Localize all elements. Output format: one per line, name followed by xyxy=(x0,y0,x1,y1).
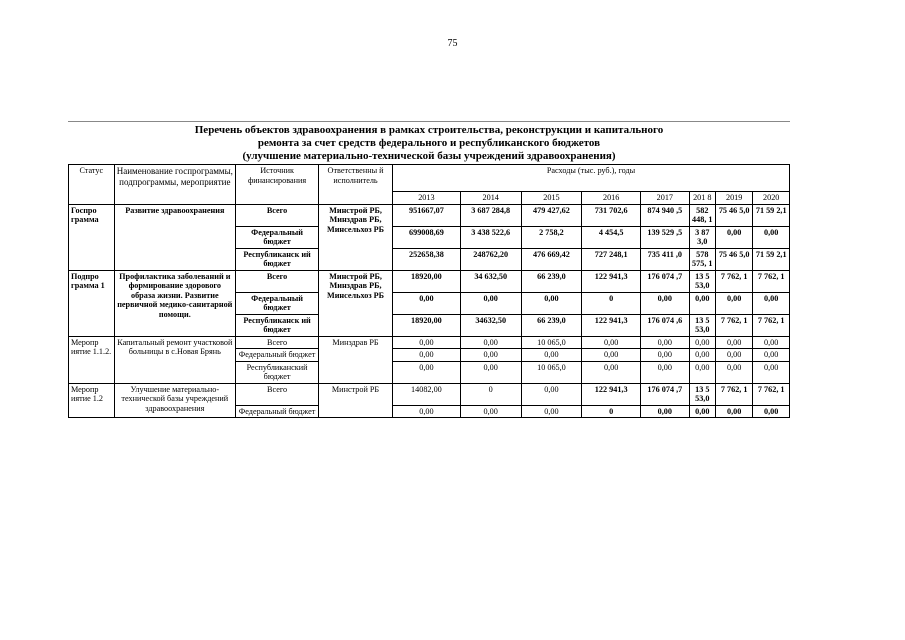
value-cell: 7 762, 1 xyxy=(753,270,790,292)
value-cell: 34 632,50 xyxy=(460,270,521,292)
title-line-1: Перечень объектов здравоохранения в рамках строительства, реконструкции и капитального xyxy=(194,124,664,136)
value-cell: 0 xyxy=(460,383,521,405)
header-status: Статус xyxy=(69,165,115,205)
value-cell: 75 46 5,0 xyxy=(715,204,752,226)
value-cell: 122 941,3 xyxy=(582,383,641,405)
header-responsible: Ответственны й исполнитель xyxy=(319,165,393,205)
value-cell: 0,00 xyxy=(392,349,460,362)
value-cell: 0,00 xyxy=(392,361,460,383)
value-cell: 951667,07 xyxy=(392,204,460,226)
funding-source-cell: Всего xyxy=(236,383,319,405)
value-cell: 0,00 xyxy=(753,292,790,314)
value-cell: 4 454,5 xyxy=(582,226,641,248)
value-cell: 0,00 xyxy=(715,361,752,383)
value-cell: 139 529 ,5 xyxy=(641,226,690,248)
document-title xyxy=(68,124,790,163)
value-cell: 3 87 3,0 xyxy=(689,226,715,248)
value-cell: 13 5 53,0 xyxy=(689,383,715,405)
value-cell: 0,00 xyxy=(715,336,752,349)
funding-source-cell: Всего xyxy=(236,270,319,292)
value-cell: 0,00 xyxy=(753,226,790,248)
value-cell: 0,00 xyxy=(392,292,460,314)
value-cell: 71 59 2,1 xyxy=(753,204,790,226)
header-name: Наименование госпрограммы, подпрограммы, мероприятие xyxy=(114,165,236,205)
year-2013: 2013 xyxy=(392,192,460,205)
value-cell: 3 438 522,6 xyxy=(460,226,521,248)
year-2019: 2019 xyxy=(715,192,752,205)
value-cell: 0,00 xyxy=(715,349,752,362)
table-row xyxy=(69,383,790,405)
year-2017: 2017 xyxy=(641,192,690,205)
value-cell: 0,00 xyxy=(689,349,715,362)
table-row xyxy=(69,270,790,292)
funding-source-cell: Всего xyxy=(236,336,319,349)
value-cell: 0,00 xyxy=(715,405,752,418)
year-2020: 2020 xyxy=(753,192,790,205)
value-cell: 699008,69 xyxy=(392,226,460,248)
value-cell: 71 59 2,1 xyxy=(753,248,790,270)
responsible-cell: Минстрой РБ, Минздрав РБ, Минсельхоз РБ xyxy=(319,204,393,270)
header-expenses: Расходы (тыс. руб.), годы xyxy=(392,165,789,192)
value-cell: 75 46 5,0 xyxy=(715,248,752,270)
value-cell: 176 074 ,7 xyxy=(641,270,690,292)
status-cell: Меропр иятие 1.1.2. xyxy=(69,336,115,383)
value-cell: 0,00 xyxy=(460,405,521,418)
program-name-cell: Капитальный ремонт участковой больницы в с.Новая Брянь xyxy=(114,336,236,383)
funding-source-cell: Всего xyxy=(236,204,319,226)
table-row xyxy=(69,204,790,226)
program-name-cell: Улучшение материально-технической базы учреждений здравоохранения xyxy=(114,383,236,418)
table-body xyxy=(69,204,790,418)
value-cell: 735 411 ,0 xyxy=(641,248,690,270)
value-cell: 0,00 xyxy=(689,405,715,418)
value-cell: 0,00 xyxy=(392,405,460,418)
value-cell: 0,00 xyxy=(641,349,690,362)
year-2015: 2015 xyxy=(521,192,582,205)
value-cell: 7 762, 1 xyxy=(715,270,752,292)
value-cell: 0,00 xyxy=(689,361,715,383)
value-cell: 7 762, 1 xyxy=(753,314,790,336)
expenses-table xyxy=(68,164,790,418)
value-cell: 13 5 53,0 xyxy=(689,270,715,292)
value-cell: 0,00 xyxy=(641,361,690,383)
funding-source-cell: Федеральный бюджет xyxy=(236,405,319,418)
funding-source-cell: Федеральный бюджет xyxy=(236,226,319,248)
value-cell: 252658,38 xyxy=(392,248,460,270)
value-cell: 34632,50 xyxy=(460,314,521,336)
value-cell: 0,00 xyxy=(641,336,690,349)
value-cell: 727 248,1 xyxy=(582,248,641,270)
value-cell: 18920,00 xyxy=(392,314,460,336)
value-cell: 10 065,0 xyxy=(521,361,582,383)
funding-source-cell: Федеральный бюджет xyxy=(236,292,319,314)
responsible-cell: Минстрой РБ xyxy=(319,383,393,418)
value-cell: 0,00 xyxy=(392,336,460,349)
value-cell: 578 575, 1 xyxy=(689,248,715,270)
responsible-cell: Минстрой РБ, Минздрав РБ, Минсельхоз РБ xyxy=(319,270,393,336)
value-cell: 479 427,62 xyxy=(521,204,582,226)
title-line-2: ремонта за счет средств федерального и республиканского бюджетов xyxy=(257,137,601,149)
top-rule xyxy=(68,121,790,122)
value-cell: 0,00 xyxy=(460,361,521,383)
value-cell: 7 762, 1 xyxy=(715,314,752,336)
funding-source-cell: Республиканский бюджет xyxy=(236,361,319,383)
status-cell: Госпро грамма xyxy=(69,204,115,270)
value-cell: 0,00 xyxy=(689,336,715,349)
value-cell: 0,00 xyxy=(641,292,690,314)
value-cell: 7 762, 1 xyxy=(753,383,790,405)
status-cell: Подпро грамма 1 xyxy=(69,270,115,336)
value-cell: 3 687 284,8 xyxy=(460,204,521,226)
value-cell: 0,00 xyxy=(460,292,521,314)
value-cell: 122 941,3 xyxy=(582,270,641,292)
value-cell: 0,00 xyxy=(521,349,582,362)
value-cell: 0,00 xyxy=(521,292,582,314)
value-cell: 0,00 xyxy=(689,292,715,314)
value-cell: 476 669,42 xyxy=(521,248,582,270)
value-cell: 7 762, 1 xyxy=(715,383,752,405)
value-cell: 582 448, 1 xyxy=(689,204,715,226)
table-row xyxy=(69,336,790,349)
value-cell: 0 xyxy=(582,405,641,418)
value-cell: 10 065,0 xyxy=(521,336,582,349)
value-cell: 0,00 xyxy=(521,383,582,405)
value-cell: 2 758,2 xyxy=(521,226,582,248)
year-2016: 2016 xyxy=(582,192,641,205)
value-cell: 248762,20 xyxy=(460,248,521,270)
funding-source-cell: Республиканск ий бюджет xyxy=(236,314,319,336)
value-cell: 66 239,0 xyxy=(521,270,582,292)
value-cell: 0,00 xyxy=(753,405,790,418)
value-cell: 0,00 xyxy=(460,349,521,362)
year-2014: 2014 xyxy=(460,192,521,205)
value-cell: 0,00 xyxy=(715,292,752,314)
status-cell: Меропр иятие 1.2 xyxy=(69,383,115,418)
value-cell: 0,00 xyxy=(715,226,752,248)
funding-source-cell: Республиканск ий бюджет xyxy=(236,248,319,270)
value-cell: 0,00 xyxy=(582,336,641,349)
value-cell: 0,00 xyxy=(753,349,790,362)
value-cell: 122 941,3 xyxy=(582,314,641,336)
value-cell: 0,00 xyxy=(641,405,690,418)
value-cell: 0,00 xyxy=(460,336,521,349)
value-cell: 14082,00 xyxy=(392,383,460,405)
program-name-cell: Развитие здравоохранения xyxy=(114,204,236,270)
page-number: 75 xyxy=(447,38,458,49)
year-2018: 201 8 xyxy=(689,192,715,205)
value-cell: 874 940 ,5 xyxy=(641,204,690,226)
title-line-3: (улучшение материально-технической базы учреждений здравоохранения) xyxy=(242,150,616,162)
funding-source-cell: Федеральный бюджет xyxy=(236,349,319,362)
header-source: Источник финансирования xyxy=(236,165,319,205)
program-name-cell: Профилактика заболеваний и формирование здорового образа жизни. Развитие первичной медико-санитарной помощи. xyxy=(114,270,236,336)
value-cell: 18920,00 xyxy=(392,270,460,292)
value-cell: 731 702,6 xyxy=(582,204,641,226)
value-cell: 176 074 ,6 xyxy=(641,314,690,336)
value-cell: 0,00 xyxy=(582,361,641,383)
responsible-cell: Минздрав РБ xyxy=(319,336,393,383)
value-cell: 0,00 xyxy=(753,361,790,383)
value-cell: 176 074 ,7 xyxy=(641,383,690,405)
value-cell: 0,00 xyxy=(753,336,790,349)
value-cell: 0 xyxy=(582,292,641,314)
value-cell: 0,00 xyxy=(582,349,641,362)
value-cell: 0,00 xyxy=(521,405,582,418)
value-cell: 66 239,0 xyxy=(521,314,582,336)
value-cell: 13 5 53,0 xyxy=(689,314,715,336)
